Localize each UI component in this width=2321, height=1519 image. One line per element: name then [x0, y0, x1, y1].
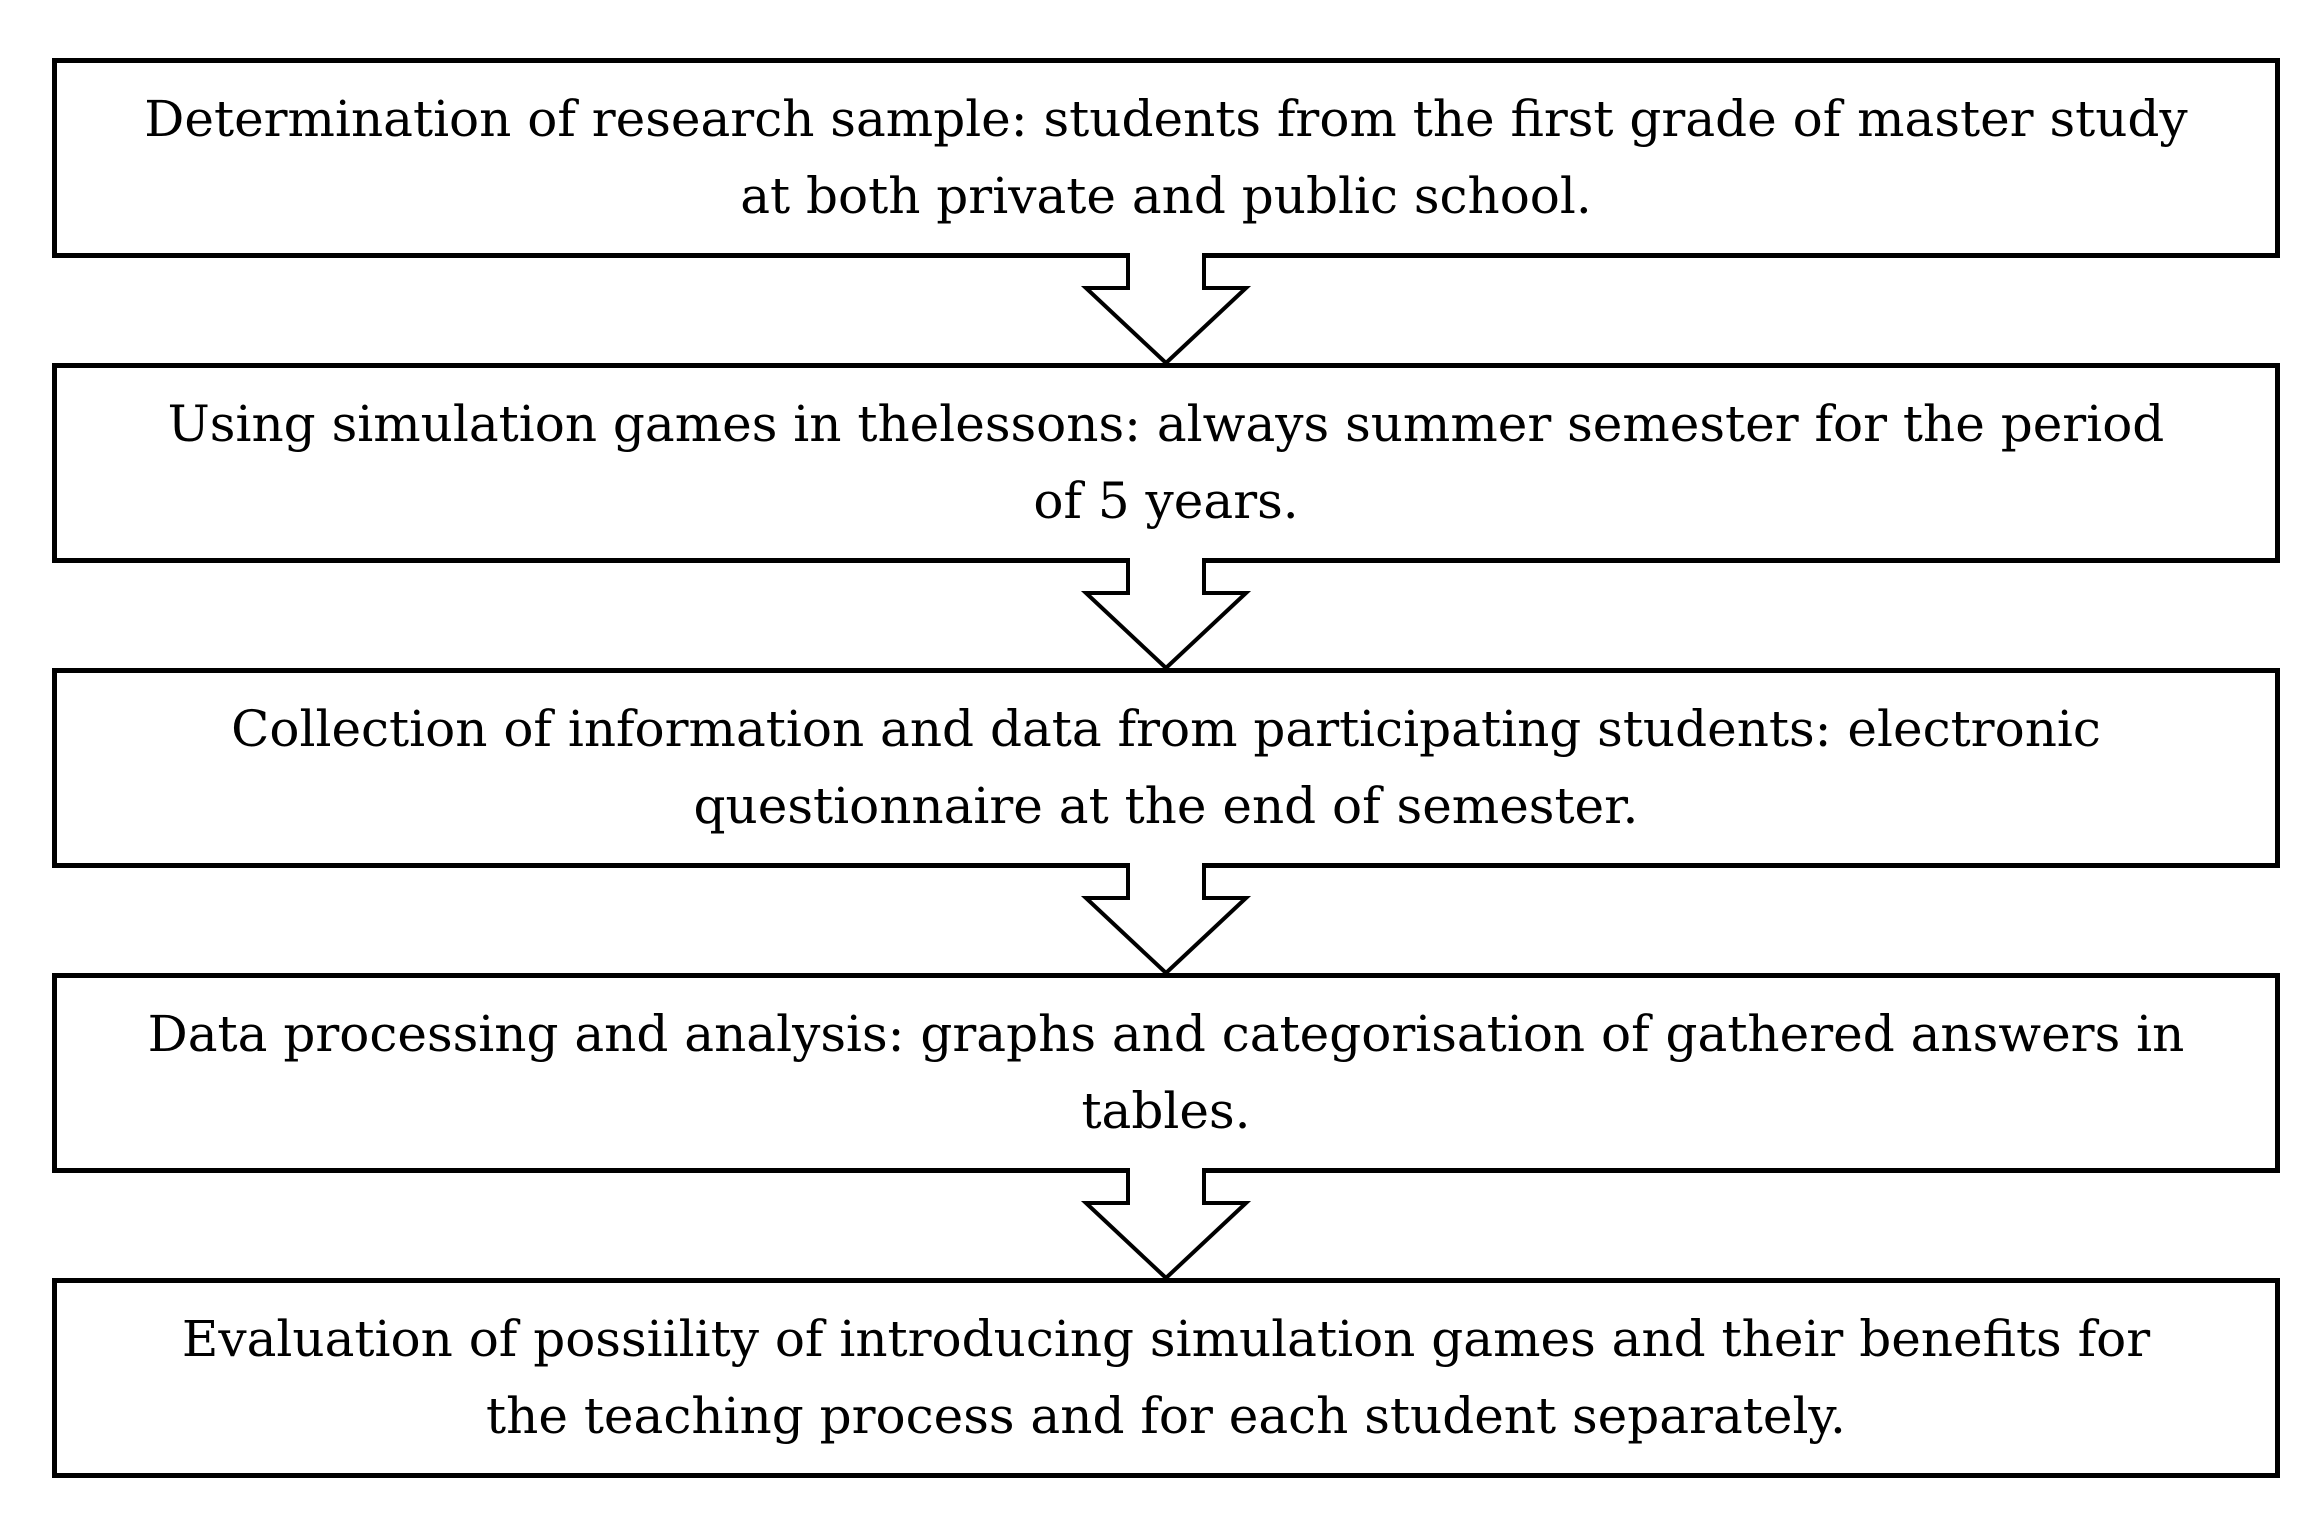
flow-step-5: [52, 1278, 2280, 1478]
connector-row-3: [52, 868, 2280, 973]
connector-row-4: [52, 1173, 2280, 1278]
flow-step-1: [52, 58, 2280, 258]
step-5-line-1: Evaluation of possiility of introducing simulation games and their benefits for: [181, 1310, 2151, 1368]
step-5-line-2: the teaching process and for each student separately.: [486, 1387, 1846, 1445]
down-arrow-icon: [1084, 1168, 1248, 1278]
step-4-line-2: tables.: [1081, 1082, 1251, 1140]
flowchart-figure: [52, 0, 2280, 1478]
step-2-line-2: of 5 years.: [1033, 472, 1299, 530]
flow-step-2: [52, 363, 2280, 563]
step-1-line-2: at both private and public school.: [740, 167, 1592, 225]
flow-step-3: [52, 668, 2280, 868]
flow-step-4: [52, 973, 2280, 1173]
connector-row-1: [52, 258, 2280, 363]
down-arrow-icon: [1084, 253, 1248, 363]
down-arrow-icon: [1084, 558, 1248, 668]
down-arrow-icon: [1084, 863, 1248, 973]
connector-row-2: [52, 563, 2280, 668]
step-1-line-1: Determination of research sample: students from the first grade of master study: [144, 90, 2188, 148]
step-2-line-1: Using simulation games in thelessons: always summer semester for the period: [167, 395, 2165, 453]
step-4-line-1: Data processing and analysis: graphs and categorisation of gathered answers in: [147, 1005, 2185, 1063]
step-3-line-2: questionnaire at the end of semester.: [693, 777, 1639, 835]
step-3-line-1: Collection of information and data from participating students: electronic: [231, 700, 2101, 758]
